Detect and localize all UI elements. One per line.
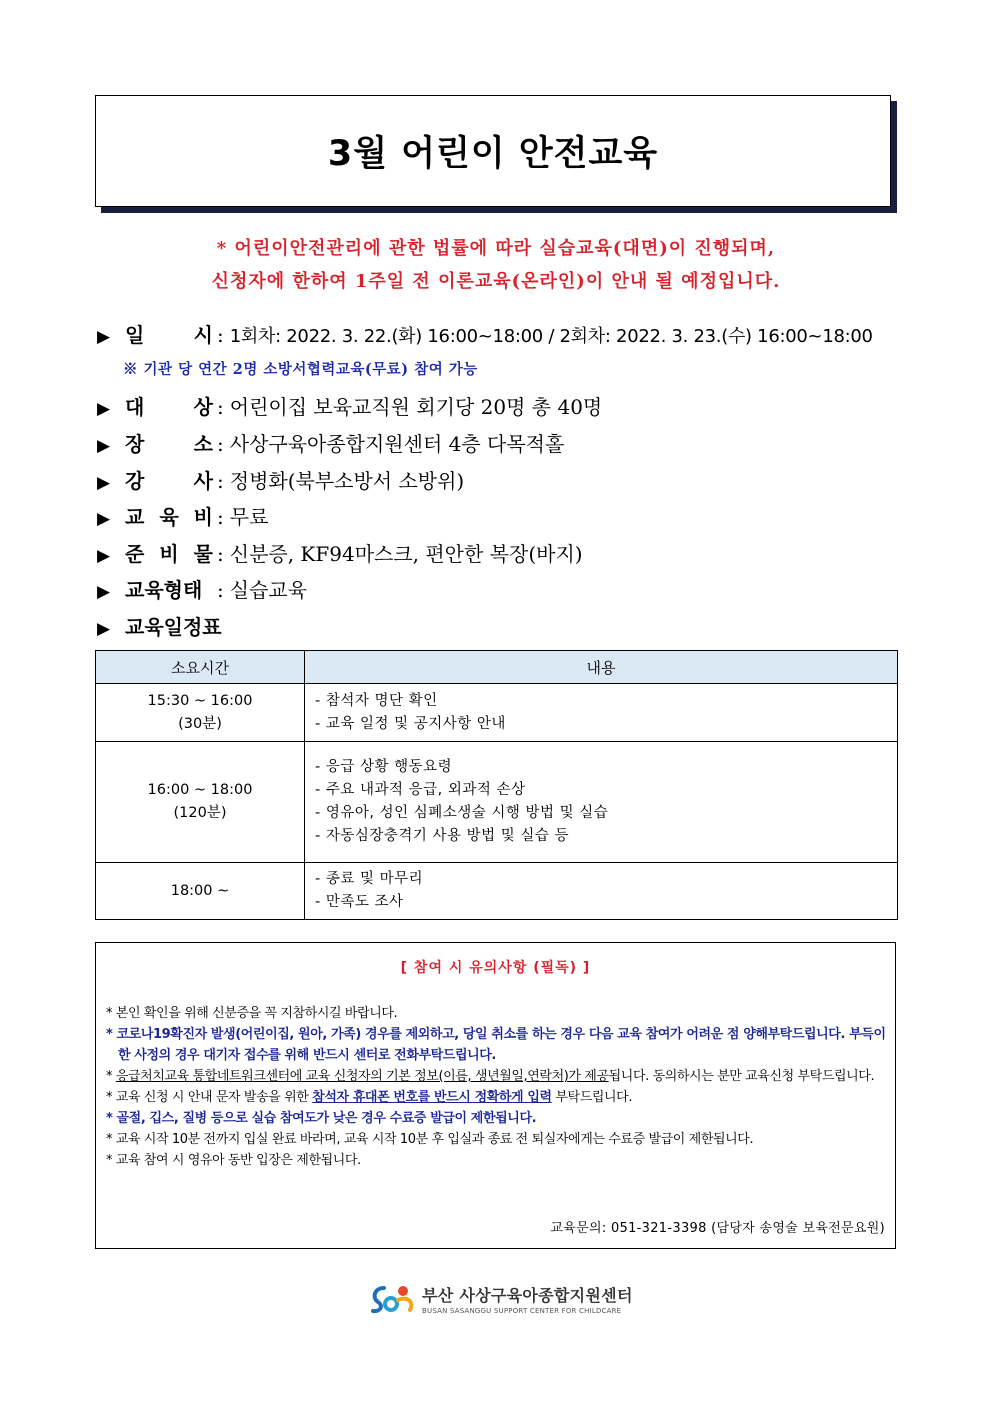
triangle-bullet-icon: ▶ xyxy=(97,509,111,529)
info-label-type: 교육형태 xyxy=(125,578,203,602)
info-row-lecturer: ▶ 강 사 : 정병화(북부소방서 소방위) xyxy=(97,465,464,494)
info-row-schedule xyxy=(97,611,222,640)
table-cell-content: - 응급 상황 행동요령 - 주요 내과적 응급, 외과적 손상 - 영유아, 성인 심폐소생술 시행 방법 및 실습 - 자동심장충격기 사용 방법 및 실습 등 xyxy=(305,742,898,863)
info-row-type: ▶ 교육형태 : 실습교육 xyxy=(97,574,307,603)
info-row-target: ▶ 대 상 : 어린이집 보육교직원 회기당 20명 총 40명 xyxy=(97,391,602,420)
info-row-date: ▶ 일 시 : 1회차: 2022. 3. 22.(화) 16:00~18:00 / 2회차: 2022. 3. 23.(수) 16:00~18:00 xyxy=(97,319,873,348)
info-label-date: 일 시 xyxy=(125,323,213,347)
triangle-bullet-icon: ▶ xyxy=(97,473,111,493)
list-item: * 골절, 깁스, 질병 등으로 실습 참여도가 낮은 경우 수료증 발급이 제한됩니다. xyxy=(106,1111,537,1126)
table-cell-time: 15:30 ~ 16:00 (30분) xyxy=(96,684,305,742)
table-header-content: 내용 xyxy=(305,651,898,684)
table-header-row xyxy=(96,651,898,684)
table-row xyxy=(96,742,898,863)
contact-info: 교육문의: 051-321-3398 (담당자 송영술 보육전문요원) xyxy=(550,1221,885,1236)
info-row-place: ▶ 장 소 : 사상구육아종합지원센터 4층 다목적홀 xyxy=(97,428,564,457)
table-cell-content: - 참석자 명단 확인 - 교육 일정 및 공지사항 안내 xyxy=(305,684,898,742)
triangle-bullet-icon: ▶ xyxy=(97,582,111,602)
triangle-bullet-icon: ▶ xyxy=(97,399,111,419)
info-label-items: 준 비 물 xyxy=(125,542,213,566)
info-label-lecturer: 강 사 xyxy=(125,469,213,493)
footer-logo xyxy=(370,1282,633,1316)
list-item: * 본인 확인을 위해 신분증을 꼭 지참하시길 바랍니다. xyxy=(106,1006,398,1021)
table-row xyxy=(96,863,898,920)
list-item: * 교육 신청 시 안내 문자 발송을 위한 참석자 휴대폰 번호를 반드시 정확하게 입력 부탁드립니다. xyxy=(106,1090,633,1105)
caution-box xyxy=(95,942,896,1249)
table-cell-content: - 종료 및 마무리 - 만족도 조사 xyxy=(305,863,898,920)
info-value-place: 사상구육아종합지원센터 4층 다목적홀 xyxy=(229,432,565,456)
list-item: * 교육 시작 10분 전까지 입실 완료 바라며, 교육 시작 10분 후 입실과 종료 전 퇴실자에게는 수료증 발급이 제한됩니다. xyxy=(106,1132,754,1147)
table-cell-time: 18:00 ~ xyxy=(96,863,305,920)
caution-title: [ 참여 시 유의사항 (필독) ] xyxy=(400,960,591,976)
info-label-fee: 교 육 비 xyxy=(125,505,213,529)
info-label-target: 대 상 xyxy=(125,395,213,419)
triangle-bullet-icon: ▶ xyxy=(97,546,111,566)
table-header-time: 소요시간 xyxy=(96,651,305,684)
footer-subtitle: BUSAN SASANGGU SUPPORT CENTER FOR CHILDCARE xyxy=(422,1307,622,1315)
triangle-bullet-icon: ▶ xyxy=(97,436,111,456)
info-value-type: 실습교육 xyxy=(229,578,308,602)
info-value-fee: 무료 xyxy=(229,505,269,529)
info-row-fee: ▶ 교 육 비 : 무료 xyxy=(97,501,268,530)
info-label-place: 장 소 xyxy=(125,432,213,456)
page-title: 3월 어린이 안전교육 xyxy=(327,134,659,174)
list-item: * 코로나19확진자 발생(어린이집, 원아, 가족) 경우를 제외하고, 당일 취소를 하는 경우 다음 교육 참여가 어려운 점 양해부탁드립니다. 부득이한 사정의 경우 대기자 접수를 위해 반드시 센터로 전화부탁드립니다. xyxy=(106,1027,886,1063)
notice-line-2: 신청자에 한하여 1주일 전 이론교육(온라인)이 안내 될 예정입니다. xyxy=(211,271,781,292)
caution-list xyxy=(106,1003,886,1171)
info-row-items: ▶ 준 비 물 : 신분증, KF94마스크, 편안한 복장(바지) xyxy=(97,538,583,567)
info-value-items: 신분증, KF94마스크, 편안한 복장(바지) xyxy=(229,542,583,566)
info-subnote: ※ 기관 당 연간 2명 소방서협력교육(무료) 참여 가능 xyxy=(123,361,478,378)
info-value-target: 어린이집 보육교직원 회기당 20명 총 40명 xyxy=(229,395,603,419)
triangle-bullet-icon: ▶ xyxy=(97,619,111,639)
title-box xyxy=(95,95,891,207)
info-value-date: 1회차: 2022. 3. 22.(화) 16:00~18:00 / 2회차: 2022. 3. 23.(수) 16:00~18:00 xyxy=(229,326,873,347)
table-row xyxy=(96,684,898,742)
list-item: * 응급처치교육 통합네트워크센터에 교육 신청자의 기본 정보(이름, 생년월일,연락처)가 제공됩니다. 동의하시는 분만 교육신청 부탁드립니다. xyxy=(106,1069,875,1084)
info-label-schedule: 교육일정표 xyxy=(125,615,222,639)
table-cell-time: 16:00 ~ 18:00 (120분) xyxy=(96,742,305,863)
notice-line-1: * 어린이안전관리에 관한 법률에 따라 실습교육(대면)이 진행되며, xyxy=(216,238,776,259)
center-logo-icon xyxy=(370,1282,416,1316)
list-item: * 교육 참여 시 영유아 동반 입장은 제한됩니다. xyxy=(106,1153,361,1168)
info-value-lecturer: 정병화(북부소방서 소방위) xyxy=(229,469,465,493)
footer-name: 부산 사상구육아종합지원센터 xyxy=(422,1286,633,1305)
triangle-bullet-icon: ▶ xyxy=(97,327,111,347)
schedule-table xyxy=(95,650,898,920)
